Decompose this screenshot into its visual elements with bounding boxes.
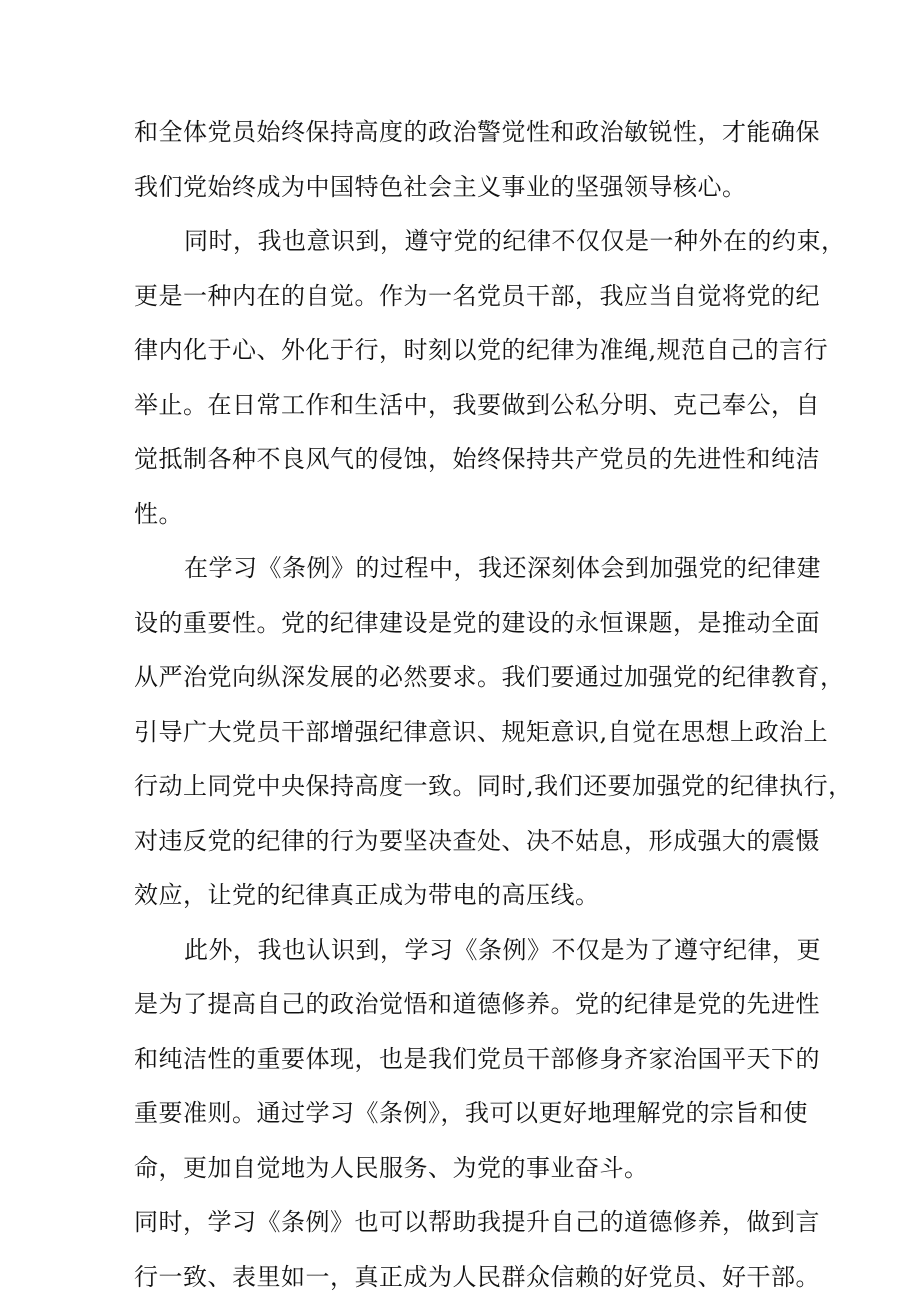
text-line: 命，更加自觉地为人民服务、为党的事业奋斗。 — [134, 1141, 796, 1196]
text-line: 和全体党员始终保持高度的政治警觉性和政治敏锐性，才能确保 — [134, 105, 796, 160]
text-line: 从严治党向纵深发展的必然要求。我们要通过加强党的纪律教育， — [134, 650, 796, 705]
text-line: 此外，我也认识到，学习《条例》不仅是为了遵守纪律，更 — [134, 923, 796, 978]
text-line: 更是一种内在的自觉。作为一名党员干部，我应当自觉将党的纪 — [134, 269, 796, 324]
text-line: 对违反党的纪律的行为要坚决查处、决不姑息，形成强大的震慑 — [134, 814, 796, 869]
document-body — [134, 105, 796, 1304]
text-line: 引导广大党员干部增强纪律意识、规矩意识,自觉在思想上政治上 — [134, 705, 796, 760]
paragraph-1 — [134, 105, 796, 214]
text-line: 行动上同党中央保持高度一致。同时,我们还要加强党的纪律执行， — [134, 759, 796, 814]
text-line: 重要准则。通过学习《条例》，我可以更好地理解党的宗旨和使 — [134, 1086, 796, 1141]
paragraph-4 — [134, 923, 796, 1196]
text-line: 我们党始终成为中国特色社会主义事业的坚强领导核心。 — [134, 160, 796, 215]
text-line: 效应，让党的纪律真正成为带电的高压线。 — [134, 868, 796, 923]
text-line: 设的重要性。党的纪律建设是党的建设的永恒课题，是推动全面 — [134, 596, 796, 651]
text-line: 性。 — [134, 487, 796, 542]
text-line: 和纯洁性的重要体现，也是我们党员干部修身齐家治国平天下的 — [134, 1032, 796, 1087]
text-line: 是为了提高自己的政治觉悟和道德修养。党的纪律是党的先进性 — [134, 977, 796, 1032]
text-line: 在学习《条例》的过程中，我还深刻体会到加强党的纪律建 — [134, 541, 796, 596]
text-line: 举止。在日常工作和生活中，我要做到公私分明、克己奉公，自 — [134, 378, 796, 433]
paragraph-2 — [134, 214, 796, 541]
text-line: 同时，我也意识到，遵守党的纪律不仅仅是一种外在的约束， — [134, 214, 796, 269]
text-line: 行一致、表里如一，真正成为人民群众信赖的好党员、好干部。 — [134, 1250, 796, 1304]
text-line: 同时，学习《条例》也可以帮助我提升自己的道德修养，做到言 — [134, 1195, 796, 1250]
text-line: 觉抵制各种不良风气的侵蚀，始终保持共产党员的先进性和纯洁 — [134, 432, 796, 487]
text-line: 律内化于心、外化于行，时刻以党的纪律为准绳,规范自己的言行 — [134, 323, 796, 378]
paragraph-5 — [134, 1195, 796, 1304]
paragraph-3 — [134, 541, 796, 923]
